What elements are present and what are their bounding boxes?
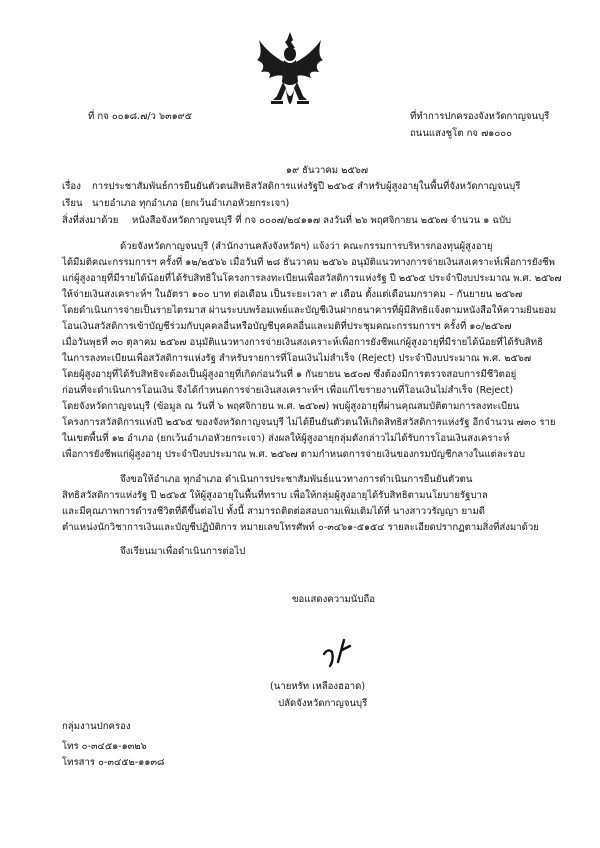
garuda-emblem-icon — [255, 30, 325, 114]
paragraph1-line: ได้มีมติคณะกรรมการฯ ครั้งที่ ๑๒/๒๕๖๖ เมื่อวันที่ ๒๘ ธันวาคม ๒๕๖๖ อนุมัติแนวทางการจ่ายเงินสงเคราะห์เพื่อการยังชีพ — [62, 257, 555, 268]
paragraph1-line: โครงการสวัสดิการแห่งปี ๒๕๖๕ ของจังหวัดกาญจนบุรี ไม่ได้ยืนยันตัวตนให้เกิดสิทธิสวัสดิการแห่งรัฐ อีกจำนวน ๗๓๐ ราย — [62, 417, 556, 428]
paragraph1-line: ให้จ่ายเงินสงเคราะห์ฯ ในอัตรา ๑๐๐ บาท ต่อเดือน เป็นระยะเวลา ๙ เดือน ตั้งแต่เดือนมกราคม – กันยายน ๒๕๖๗ — [62, 289, 523, 300]
paragraph2-line: สิทธิสวัสดิการแห่งรัฐ ปี ๒๕๖๕ ให้ผู้สูงอายุในพื้นที่ทราบ เพื่อให้กลุ่มผู้สูงอายุได้รับสิทธิตามนโยบายรัฐบาล — [62, 490, 488, 501]
attachment-label: สิ่งที่ส่งมาด้วย — [62, 215, 119, 226]
paragraph2-line: และมีคุณภาพการดำรงชีวิตที่ดีขึ้นต่อไป ทั้งนี้ สามารถติดต่อสอบถามเพิ่มเติมได้ที่ นางสาววรัญญา ยามดี — [62, 506, 486, 517]
handwritten-signature — [318, 632, 358, 672]
paragraph1-line: ก่อนที่จะดำเนินการโอนเงิน จึงได้กำหนดการจ่ายเงินสงเคราะห์ฯ เพื่อแก้ไขรายงานที่โอนเงินไม่สำเร็จ (Reject) — [62, 385, 514, 396]
fax-number: โทรสาร ๐-๓๔๕๒-๑๑๓๘ — [62, 757, 165, 768]
closing-salutation: ขอแสดงความนับถือ — [292, 594, 376, 605]
paragraph1-line: ในเขตพื้นที่ ๑๒ อำเภอ (ยกเว้นอำเภอหัวยกระเจา) ส่งผลให้ผู้สูงอายุกลุ่มดังกล่าวไม่ได้รับการโอนเงินสงเคราะห์ — [62, 433, 510, 444]
paragraph1-line: โดยผู้สูงอายุที่ได้รับสิทธิจะต้องเป็นผู้สูงอายุที่เกิดก่อนวันที่ ๑ กันยายน ๒๕๐๗ ซึ่งต้องมีการตรวจสอบการมีชีวิตอยู่ — [62, 369, 517, 380]
paragraph1-line: แก่ผู้สูงอายุที่มีรายได้น้อยที่ได้รับสิทธิในโครงการลงทะเบียนเพื่อสวัสดิการแห่งรัฐ ปี ๒๕๖๕ ประจำปีงบประมาณ พ.ศ. ๒๕๖๗ — [62, 273, 562, 284]
phone-number: โทร ๐-๓๔๕๑-๑๓๒๖ — [62, 741, 147, 752]
paragraph1-line: ด้วยจังหวัดกาญจนบุรี (สำนักงานคลังจังหวัดฯ) แจ้งว่า คณะกรรมการบริหารกองทุนผู้สูงอายุ — [120, 241, 493, 252]
paragraph2-line: จึงขอให้อำเภอ ทุกอำเภอ ดำเนินการประชาสัมพันธ์แนวทางการดำเนินการยืนยันตัวตน — [120, 474, 473, 485]
department-name: กลุ่มงานปกครอง — [62, 721, 131, 732]
closing-request: จึงเรียนมาเพื่อดำเนินการต่อไป — [120, 546, 246, 557]
subject-label: เรื่อง — [62, 181, 81, 192]
paragraph1-line: โดยจังหวัดกาญจนบุรี (ข้อมูล ณ วันที่ ๖ พฤศจิกายน พ.ศ. ๒๕๖๗) พบผู้สูงอายุที่ผ่านคุณสมบัติตามการลงทะเบียน — [62, 401, 520, 412]
recipient-text: นายอำเภอ ทุกอำเภอ (ยกเว้นอำเภอหัวยกระเจา) — [92, 198, 290, 209]
attachment-text: หนังสือจังหวัดกาญจนบุรี ที่ กจ ๐๐๐๗/๒๔๑๑๗ ลงวันที่ ๒๖ พฤศจิกายน ๒๕๖๗ จำนวน ๑ ฉบับ — [132, 215, 512, 226]
paragraph1-line: โอนเงินสวัสดิการเข้าบัญชีร่วมกับบุคคลอื่นหรือบัญชีบุคคลอื่นและมติที่ประชุมคณะกรรมการฯ ครั้งที่ ๑๐/๒๕๖๗ — [62, 321, 512, 332]
office-address-line1: ที่ทำการปกครองจังหวัดกาญจนบุรี — [410, 111, 550, 122]
signatory-name: (นายหรัท เหลืองฮอาด) — [270, 681, 366, 692]
paragraph1-line: เพื่อการยังชีพแก่ผู้สูงอายุ ประจำปีงบประมาณ พ.ศ. ๒๕๖๗ ตามกำหนดการจ่ายเงินของกรมบัญชีกลางในแต่ละรอบ — [62, 449, 525, 460]
paragraph1-line: โดยดำเนินการจ่ายเป็นรายไตรมาส ผ่านระบบพร้อมเพย์และบัญชีเงินฝากธนาคารที่ผู้มีสิทธิแจ้งตามหนังสือให้ความยินยอม — [62, 305, 557, 316]
signatory-position: ปลัดจังหวัดกาญจนบุรี — [278, 698, 368, 709]
document-date: ๑๙ ธันวาคม ๒๕๖๗ — [286, 165, 369, 176]
office-address-line2: ถนนแสงชูโต กจ ๗๑๐๐๐ — [410, 128, 512, 139]
paragraph2-line: ตำแหน่งนักวิชาการเงินและบัญชีปฏิบัติการ หมายเลขโทรศัพท์ ๐-๓๔๖๑-๕๑๕๔ รายละเอียดปรากฏตามสิ่งที่ส่งมาด้วย — [62, 522, 539, 533]
document-number: ที่ กจ ๐๐๑๘.๗/ว ๖๓๑๙๕ — [88, 111, 193, 122]
paragraph1-line: เมื่อวันพุธที่ ๓๐ ตุลาคม ๒๕๖๗ อนุมัติแนวทางการจ่ายเงินสงเคราะห์เพื่อการยังชีพแก่ผู้สูงอายุที่มีรายได้น้อยที่ได้รับสิทธิ — [62, 337, 543, 348]
recipient-label: เรียน — [62, 198, 83, 209]
paragraph1-line: ในการลงทะเบียนเพื่อสวัสดิการแห่งรัฐ สำหรับรายการที่โอนเงินไม่สำเร็จ (Reject) ประจำปีงบประมาณ พ.ศ. ๒๕๖๗ — [62, 353, 532, 364]
subject-text: การประชาสัมพันธ์การยืนยันตัวตนสิทธิสวัสดิการแห่งรัฐปี ๒๕๖๕ สำหรับผู้สูงอายุในพื้นที่จังหวัดกาญจนบุรี — [92, 181, 521, 192]
